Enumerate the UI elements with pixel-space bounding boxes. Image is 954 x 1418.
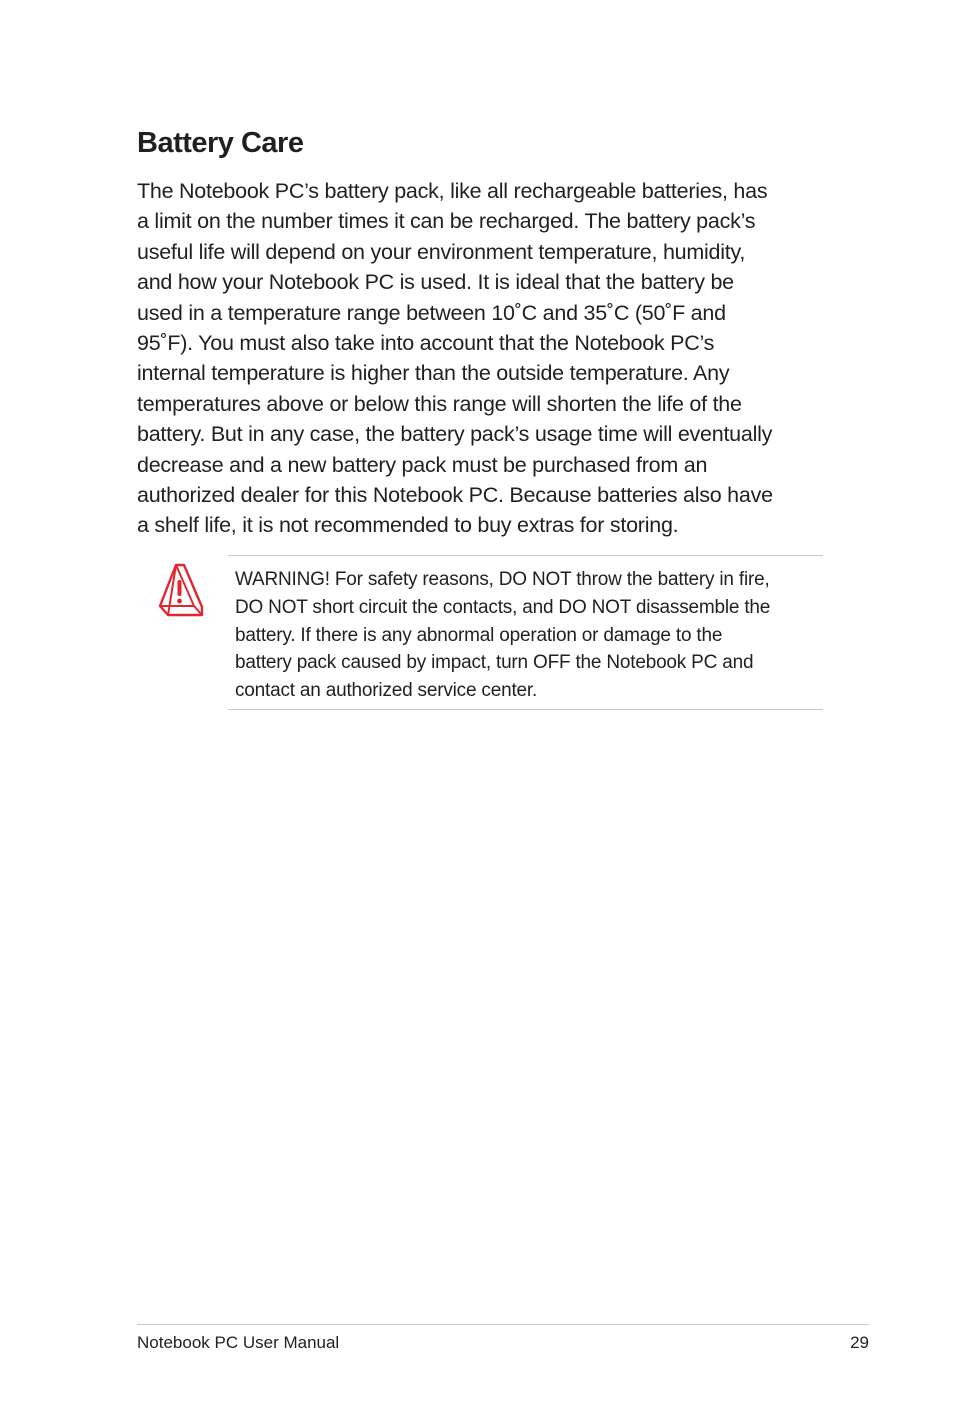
body-line: temperatures above or below this range will shorten the life of the bbox=[137, 391, 742, 416]
body-line: 95˚F). You must also take into account that the Notebook PC’s bbox=[137, 331, 715, 356]
body-line: used in a temperature range between 10˚C and 35˚C (50˚F and bbox=[137, 300, 726, 325]
body-line: decrease and a new battery pack must be purchased from an bbox=[137, 452, 708, 477]
body-line: a shelf life, it is not recommended to buy extras for storing. bbox=[137, 513, 679, 538]
warning-triangle-icon bbox=[156, 562, 204, 618]
body-line: internal temperature is higher than the outside temperature. Any bbox=[137, 361, 730, 386]
warning-line: battery. If there is any abnormal operation or damage to the bbox=[235, 624, 723, 646]
warning-line: DO NOT short circuit the contacts, and DO NOT disassemble the bbox=[235, 596, 771, 618]
body-line: authorized dealer for this Notebook PC. Because batteries also have bbox=[137, 483, 773, 508]
warning-line: WARNING! For safety reasons, DO NOT throw the battery in fire, bbox=[235, 569, 770, 590]
warning-text bbox=[235, 566, 770, 705]
body-paragraph bbox=[137, 176, 773, 541]
page-number: 29 bbox=[850, 1333, 869, 1352]
body-line: battery. But in any case, the battery pack’s usage time will eventually bbox=[137, 422, 773, 447]
page-title: Battery Care bbox=[137, 127, 304, 159]
warning-line: battery pack caused by impact, turn OFF the Notebook PC and bbox=[235, 652, 754, 674]
body-line: useful life will depend on your environment temperature, humidity, bbox=[137, 239, 746, 264]
body-line: a limit on the number times it can be recharged. The battery pack’s bbox=[137, 209, 756, 234]
body-line: The Notebook PC’s battery pack, like all rechargeable batteries, has bbox=[137, 179, 768, 203]
warning-note bbox=[228, 555, 823, 710]
footer-divider bbox=[137, 1324, 869, 1325]
body-line: and how your Notebook PC is used. It is ideal that the battery be bbox=[137, 270, 734, 295]
footer-title: Notebook PC User Manual bbox=[137, 1333, 340, 1352]
warning-line: contact an authorized service center. bbox=[235, 680, 538, 702]
